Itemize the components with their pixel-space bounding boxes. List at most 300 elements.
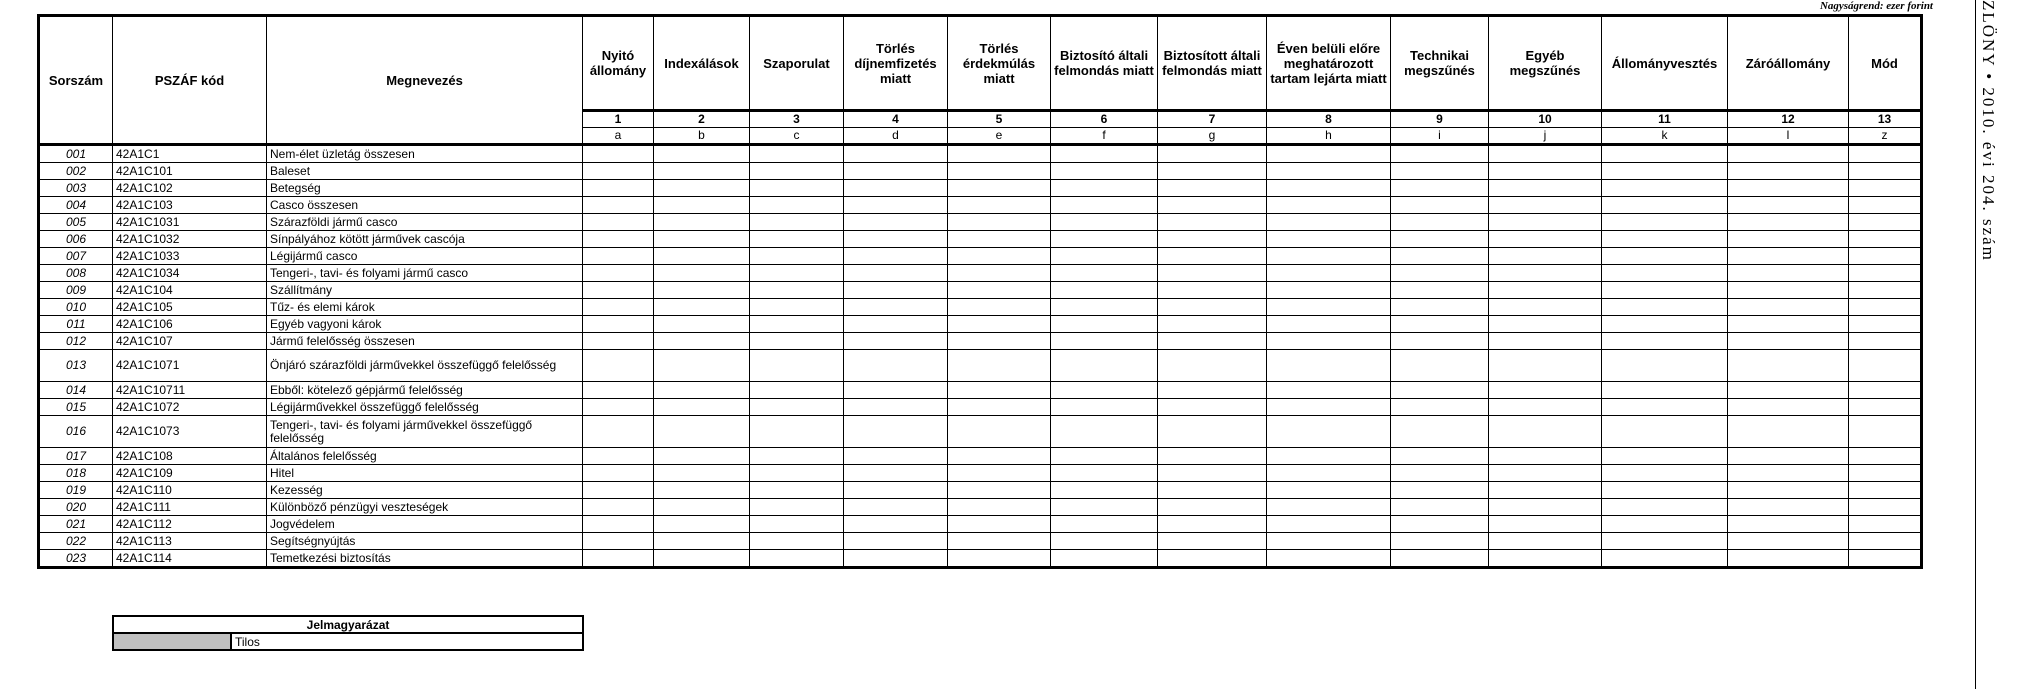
data-cell[interactable] [1158, 265, 1267, 282]
data-cell[interactable] [1602, 333, 1728, 350]
data-cell[interactable] [1267, 299, 1391, 316]
data-cell[interactable] [654, 145, 750, 163]
data-cell[interactable] [750, 382, 844, 399]
data-cell[interactable] [844, 248, 948, 265]
data-cell[interactable] [654, 299, 750, 316]
data-cell[interactable] [1489, 145, 1602, 163]
data-cell[interactable] [948, 499, 1051, 516]
data-cell[interactable] [1602, 482, 1728, 499]
data-cell[interactable] [583, 382, 654, 399]
data-cell[interactable] [583, 465, 654, 482]
data-cell[interactable] [1267, 533, 1391, 550]
table-row [39, 382, 1922, 399]
data-cell[interactable] [1051, 533, 1158, 550]
data-cell[interactable] [1391, 350, 1489, 382]
data-cell[interactable] [1267, 516, 1391, 533]
data-cell[interactable] [1051, 163, 1158, 180]
data-cell[interactable] [583, 448, 654, 465]
data-cell[interactable] [654, 516, 750, 533]
data-cell[interactable] [583, 180, 654, 197]
data-cell[interactable] [1602, 265, 1728, 282]
data-cell[interactable] [1602, 231, 1728, 248]
data-cell[interactable] [1489, 516, 1602, 533]
data-cell[interactable] [844, 197, 948, 214]
data-cell[interactable] [844, 265, 948, 282]
data-cell[interactable] [1267, 448, 1391, 465]
data-cell[interactable] [844, 416, 948, 448]
data-cell[interactable] [750, 282, 844, 299]
data-cell[interactable] [1728, 499, 1849, 516]
data-cell[interactable] [1849, 533, 1922, 550]
data-cell[interactable] [654, 180, 750, 197]
data-cell[interactable] [1728, 248, 1849, 265]
data-cell[interactable] [1849, 499, 1922, 516]
data-cell[interactable] [654, 248, 750, 265]
data-cell[interactable] [750, 482, 844, 499]
data-cell[interactable] [1051, 145, 1158, 163]
data-cell[interactable] [1849, 516, 1922, 533]
data-cell[interactable] [1849, 197, 1922, 214]
data-cell[interactable] [1051, 231, 1158, 248]
data-cell[interactable] [750, 333, 844, 350]
data-cell[interactable] [1849, 180, 1922, 197]
data-cell[interactable] [1158, 516, 1267, 533]
data-cell[interactable] [1489, 163, 1602, 180]
data-cell[interactable] [583, 333, 654, 350]
data-cell[interactable] [1849, 550, 1922, 568]
data-cell[interactable] [1267, 231, 1391, 248]
data-cell[interactable] [1602, 533, 1728, 550]
data-cell[interactable] [1602, 465, 1728, 482]
data-cell[interactable] [1489, 448, 1602, 465]
data-cell[interactable] [583, 282, 654, 299]
data-cell[interactable] [1391, 163, 1489, 180]
data-cell[interactable] [750, 265, 844, 282]
data-cell[interactable] [1391, 448, 1489, 465]
data-cell[interactable] [1489, 316, 1602, 333]
data-cell[interactable] [654, 382, 750, 399]
data-cell[interactable] [948, 163, 1051, 180]
data-cell[interactable] [1849, 416, 1922, 448]
data-cell[interactable] [750, 399, 844, 416]
data-cell[interactable] [948, 231, 1051, 248]
data-cell[interactable] [654, 197, 750, 214]
data-cell[interactable] [1158, 180, 1267, 197]
data-cell[interactable] [948, 180, 1051, 197]
data-cell[interactable] [1489, 399, 1602, 416]
data-cell[interactable] [844, 180, 948, 197]
data-cell[interactable] [1489, 465, 1602, 482]
data-cell[interactable] [1849, 163, 1922, 180]
data-cell[interactable] [948, 282, 1051, 299]
data-cell[interactable] [1267, 499, 1391, 516]
data-cell[interactable] [750, 533, 844, 550]
data-cell[interactable] [1391, 299, 1489, 316]
data-cell[interactable] [1051, 382, 1158, 399]
data-cell[interactable] [1391, 333, 1489, 350]
data-cell[interactable] [844, 316, 948, 333]
data-cell[interactable] [1728, 231, 1849, 248]
data-cell[interactable] [583, 316, 654, 333]
data-cell[interactable] [654, 499, 750, 516]
data-cell[interactable] [750, 180, 844, 197]
data-cell[interactable] [948, 248, 1051, 265]
data-cell[interactable] [654, 448, 750, 465]
data-cell[interactable] [1267, 248, 1391, 265]
data-cell[interactable] [1728, 482, 1849, 499]
data-cell[interactable] [1391, 145, 1489, 163]
data-cell[interactable] [844, 516, 948, 533]
data-cell[interactable] [583, 299, 654, 316]
data-cell[interactable] [1602, 282, 1728, 299]
data-cell[interactable] [583, 248, 654, 265]
data-cell[interactable] [654, 533, 750, 550]
data-cell[interactable] [948, 333, 1051, 350]
data-cell[interactable] [1391, 265, 1489, 282]
data-cell[interactable] [1051, 333, 1158, 350]
data-cell[interactable] [1728, 163, 1849, 180]
data-cell[interactable] [1849, 382, 1922, 399]
data-cell[interactable] [1267, 550, 1391, 568]
data-cell[interactable] [1391, 282, 1489, 299]
data-cell[interactable] [583, 214, 654, 231]
data-cell[interactable] [1158, 416, 1267, 448]
data-cell[interactable] [844, 350, 948, 382]
data-cell[interactable] [583, 482, 654, 499]
data-cell[interactable] [1391, 465, 1489, 482]
data-cell[interactable] [750, 465, 844, 482]
data-cell[interactable] [1728, 516, 1849, 533]
data-cell[interactable] [1051, 499, 1158, 516]
data-cell[interactable] [1391, 550, 1489, 568]
data-cell[interactable] [654, 333, 750, 350]
data-cell[interactable] [844, 448, 948, 465]
data-cell[interactable] [750, 231, 844, 248]
data-cell[interactable] [1602, 516, 1728, 533]
data-cell[interactable] [1849, 482, 1922, 499]
data-cell[interactable] [1849, 350, 1922, 382]
data-cell[interactable] [1051, 516, 1158, 533]
data-cell[interactable] [1391, 248, 1489, 265]
data-cell[interactable] [1051, 197, 1158, 214]
data-cell[interactable] [1391, 399, 1489, 416]
data-cell[interactable] [583, 533, 654, 550]
data-cell[interactable] [1051, 416, 1158, 448]
data-cell[interactable] [1267, 197, 1391, 214]
data-cell[interactable] [1849, 333, 1922, 350]
data-cell[interactable] [1158, 350, 1267, 382]
data-cell[interactable] [1489, 265, 1602, 282]
data-cell[interactable] [1489, 248, 1602, 265]
data-cell[interactable] [1051, 316, 1158, 333]
data-cell[interactable] [844, 399, 948, 416]
data-cell[interactable] [1267, 399, 1391, 416]
data-cell[interactable] [1849, 145, 1922, 163]
data-cell[interactable] [1602, 180, 1728, 197]
data-cell[interactable] [1051, 265, 1158, 282]
data-cell[interactable] [1267, 482, 1391, 499]
data-cell[interactable] [1728, 145, 1849, 163]
data-cell[interactable] [1602, 416, 1728, 448]
data-cell[interactable] [1849, 231, 1922, 248]
data-cell[interactable] [1849, 399, 1922, 416]
data-cell[interactable] [948, 145, 1051, 163]
data-cell[interactable] [1728, 448, 1849, 465]
data-cell[interactable] [1849, 316, 1922, 333]
data-cell[interactable] [948, 316, 1051, 333]
data-cell[interactable] [1391, 482, 1489, 499]
data-cell[interactable] [654, 163, 750, 180]
data-cell[interactable] [1849, 248, 1922, 265]
data-cell[interactable] [948, 399, 1051, 416]
data-cell[interactable] [1391, 382, 1489, 399]
data-cell[interactable] [1267, 265, 1391, 282]
data-cell[interactable] [948, 299, 1051, 316]
data-cell[interactable] [1158, 316, 1267, 333]
data-cell[interactable] [948, 516, 1051, 533]
data-cell[interactable] [1051, 299, 1158, 316]
data-cell[interactable] [1158, 248, 1267, 265]
data-cell[interactable] [1602, 299, 1728, 316]
data-cell[interactable] [1267, 145, 1391, 163]
data-cell[interactable] [1051, 465, 1158, 482]
data-cell[interactable] [654, 550, 750, 568]
data-cell[interactable] [1728, 399, 1849, 416]
data-cell[interactable] [1051, 550, 1158, 568]
data-cell[interactable] [1391, 533, 1489, 550]
data-cell[interactable] [1728, 350, 1849, 382]
data-cell[interactable] [844, 465, 948, 482]
data-cell[interactable] [1391, 180, 1489, 197]
data-cell[interactable] [1267, 316, 1391, 333]
data-cell[interactable] [750, 499, 844, 516]
data-cell[interactable] [583, 516, 654, 533]
data-cell[interactable] [1728, 333, 1849, 350]
data-cell[interactable] [1728, 316, 1849, 333]
data-cell[interactable] [583, 350, 654, 382]
data-cell[interactable] [1602, 382, 1728, 399]
data-cell[interactable] [1489, 180, 1602, 197]
data-cell[interactable] [948, 448, 1051, 465]
data-cell[interactable] [1849, 448, 1922, 465]
data-cell[interactable] [1051, 248, 1158, 265]
data-cell[interactable] [1849, 299, 1922, 316]
data-cell[interactable] [844, 163, 948, 180]
data-cell[interactable] [948, 197, 1051, 214]
data-cell[interactable] [1602, 197, 1728, 214]
data-cell[interactable] [1602, 214, 1728, 231]
data-cell[interactable] [1158, 299, 1267, 316]
data-cell[interactable] [1158, 482, 1267, 499]
data-cell[interactable] [583, 145, 654, 163]
data-cell[interactable] [948, 465, 1051, 482]
data-cell[interactable] [1158, 333, 1267, 350]
data-cell[interactable] [948, 533, 1051, 550]
data-cell[interactable] [948, 550, 1051, 568]
data-cell[interactable] [750, 197, 844, 214]
data-cell[interactable] [1489, 550, 1602, 568]
data-cell[interactable] [844, 550, 948, 568]
data-cell[interactable] [583, 163, 654, 180]
data-cell[interactable] [654, 399, 750, 416]
data-cell[interactable] [1602, 145, 1728, 163]
data-cell[interactable] [948, 382, 1051, 399]
data-cell[interactable] [844, 214, 948, 231]
data-cell[interactable] [1267, 416, 1391, 448]
data-cell[interactable] [583, 265, 654, 282]
data-cell[interactable] [1051, 282, 1158, 299]
data-cell[interactable] [1728, 214, 1849, 231]
data-cell[interactable] [1158, 282, 1267, 299]
data-cell[interactable] [1051, 482, 1158, 499]
data-cell[interactable] [1489, 416, 1602, 448]
data-cell[interactable] [1489, 214, 1602, 231]
data-cell[interactable] [750, 248, 844, 265]
data-cell[interactable] [1849, 265, 1922, 282]
data-cell[interactable] [844, 333, 948, 350]
data-cell[interactable] [1602, 316, 1728, 333]
data-cell[interactable] [1158, 163, 1267, 180]
data-cell[interactable] [844, 299, 948, 316]
data-cell[interactable] [1728, 382, 1849, 399]
data-cell[interactable] [1051, 399, 1158, 416]
data-cell[interactable] [1158, 448, 1267, 465]
data-cell[interactable] [1849, 214, 1922, 231]
data-cell[interactable] [1602, 448, 1728, 465]
data-cell[interactable] [1267, 282, 1391, 299]
data-cell[interactable] [1158, 214, 1267, 231]
data-cell[interactable] [1391, 197, 1489, 214]
data-cell[interactable] [654, 416, 750, 448]
data-cell[interactable] [844, 533, 948, 550]
data-cell[interactable] [1849, 282, 1922, 299]
data-cell[interactable] [1158, 465, 1267, 482]
data-cell[interactable] [1267, 214, 1391, 231]
data-cell[interactable] [844, 231, 948, 248]
data-cell[interactable] [1489, 299, 1602, 316]
data-cell[interactable] [1158, 399, 1267, 416]
data-cell[interactable] [1728, 282, 1849, 299]
data-cell[interactable] [583, 399, 654, 416]
data-cell[interactable] [1728, 416, 1849, 448]
data-cell[interactable] [1391, 416, 1489, 448]
data-cell[interactable] [1158, 533, 1267, 550]
data-cell[interactable] [1489, 499, 1602, 516]
data-cell[interactable] [654, 231, 750, 248]
data-cell[interactable] [1489, 231, 1602, 248]
data-cell[interactable] [1051, 214, 1158, 231]
data-cell[interactable] [750, 416, 844, 448]
data-cell[interactable] [1728, 180, 1849, 197]
data-cell[interactable] [948, 482, 1051, 499]
data-cell[interactable] [844, 482, 948, 499]
data-cell[interactable] [654, 282, 750, 299]
data-cell[interactable] [1267, 180, 1391, 197]
data-cell[interactable] [1391, 214, 1489, 231]
data-cell[interactable] [1267, 163, 1391, 180]
data-cell[interactable] [844, 382, 948, 399]
data-cell[interactable] [654, 214, 750, 231]
data-cell[interactable] [1158, 231, 1267, 248]
data-cell[interactable] [1391, 499, 1489, 516]
data-cell[interactable] [583, 550, 654, 568]
data-cell[interactable] [654, 316, 750, 333]
data-cell[interactable] [583, 416, 654, 448]
data-cell[interactable] [1489, 333, 1602, 350]
data-cell[interactable] [1728, 265, 1849, 282]
data-cell[interactable] [1158, 499, 1267, 516]
data-cell[interactable] [1489, 197, 1602, 214]
data-cell[interactable] [948, 265, 1051, 282]
data-cell[interactable] [1267, 350, 1391, 382]
data-cell[interactable] [844, 145, 948, 163]
data-cell[interactable] [1728, 299, 1849, 316]
data-cell[interactable] [1728, 533, 1849, 550]
data-cell[interactable] [750, 448, 844, 465]
data-cell[interactable] [1728, 197, 1849, 214]
data-cell[interactable] [654, 265, 750, 282]
data-cell[interactable] [1602, 499, 1728, 516]
data-cell[interactable] [1158, 382, 1267, 399]
data-cell[interactable] [1391, 316, 1489, 333]
data-cell[interactable] [1051, 448, 1158, 465]
data-cell[interactable] [654, 350, 750, 382]
data-cell[interactable] [1849, 465, 1922, 482]
data-cell[interactable] [583, 231, 654, 248]
data-cell[interactable] [583, 197, 654, 214]
data-cell[interactable] [1158, 145, 1267, 163]
data-cell[interactable] [1391, 516, 1489, 533]
data-cell[interactable] [1051, 350, 1158, 382]
data-cell[interactable] [1158, 197, 1267, 214]
data-cell[interactable] [1267, 382, 1391, 399]
data-cell[interactable] [750, 299, 844, 316]
data-cell[interactable] [750, 214, 844, 231]
data-cell[interactable] [1602, 248, 1728, 265]
data-cell[interactable] [1158, 550, 1267, 568]
data-cell[interactable] [1489, 482, 1602, 499]
data-cell[interactable] [654, 465, 750, 482]
data-cell[interactable] [654, 482, 750, 499]
data-cell[interactable] [1267, 465, 1391, 482]
data-cell[interactable] [844, 499, 948, 516]
data-cell[interactable] [750, 316, 844, 333]
data-cell[interactable] [1489, 282, 1602, 299]
data-cell[interactable] [1051, 180, 1158, 197]
data-cell[interactable] [948, 416, 1051, 448]
data-cell[interactable] [948, 214, 1051, 231]
data-cell[interactable] [1602, 163, 1728, 180]
data-cell[interactable] [1267, 333, 1391, 350]
data-cell[interactable] [948, 350, 1051, 382]
data-cell[interactable] [1489, 350, 1602, 382]
data-cell[interactable] [750, 550, 844, 568]
data-cell[interactable] [1602, 550, 1728, 568]
data-cell[interactable] [1728, 550, 1849, 568]
data-cell[interactable] [750, 163, 844, 180]
data-cell[interactable] [750, 145, 844, 163]
data-cell[interactable] [844, 282, 948, 299]
data-cell[interactable] [1602, 350, 1728, 382]
data-cell[interactable] [750, 350, 844, 382]
data-cell[interactable] [1602, 399, 1728, 416]
data-cell[interactable] [583, 499, 654, 516]
data-cell[interactable] [1489, 382, 1602, 399]
data-cell[interactable] [1489, 533, 1602, 550]
data-cell[interactable] [1391, 231, 1489, 248]
data-cell[interactable] [1728, 465, 1849, 482]
data-cell[interactable] [750, 516, 844, 533]
